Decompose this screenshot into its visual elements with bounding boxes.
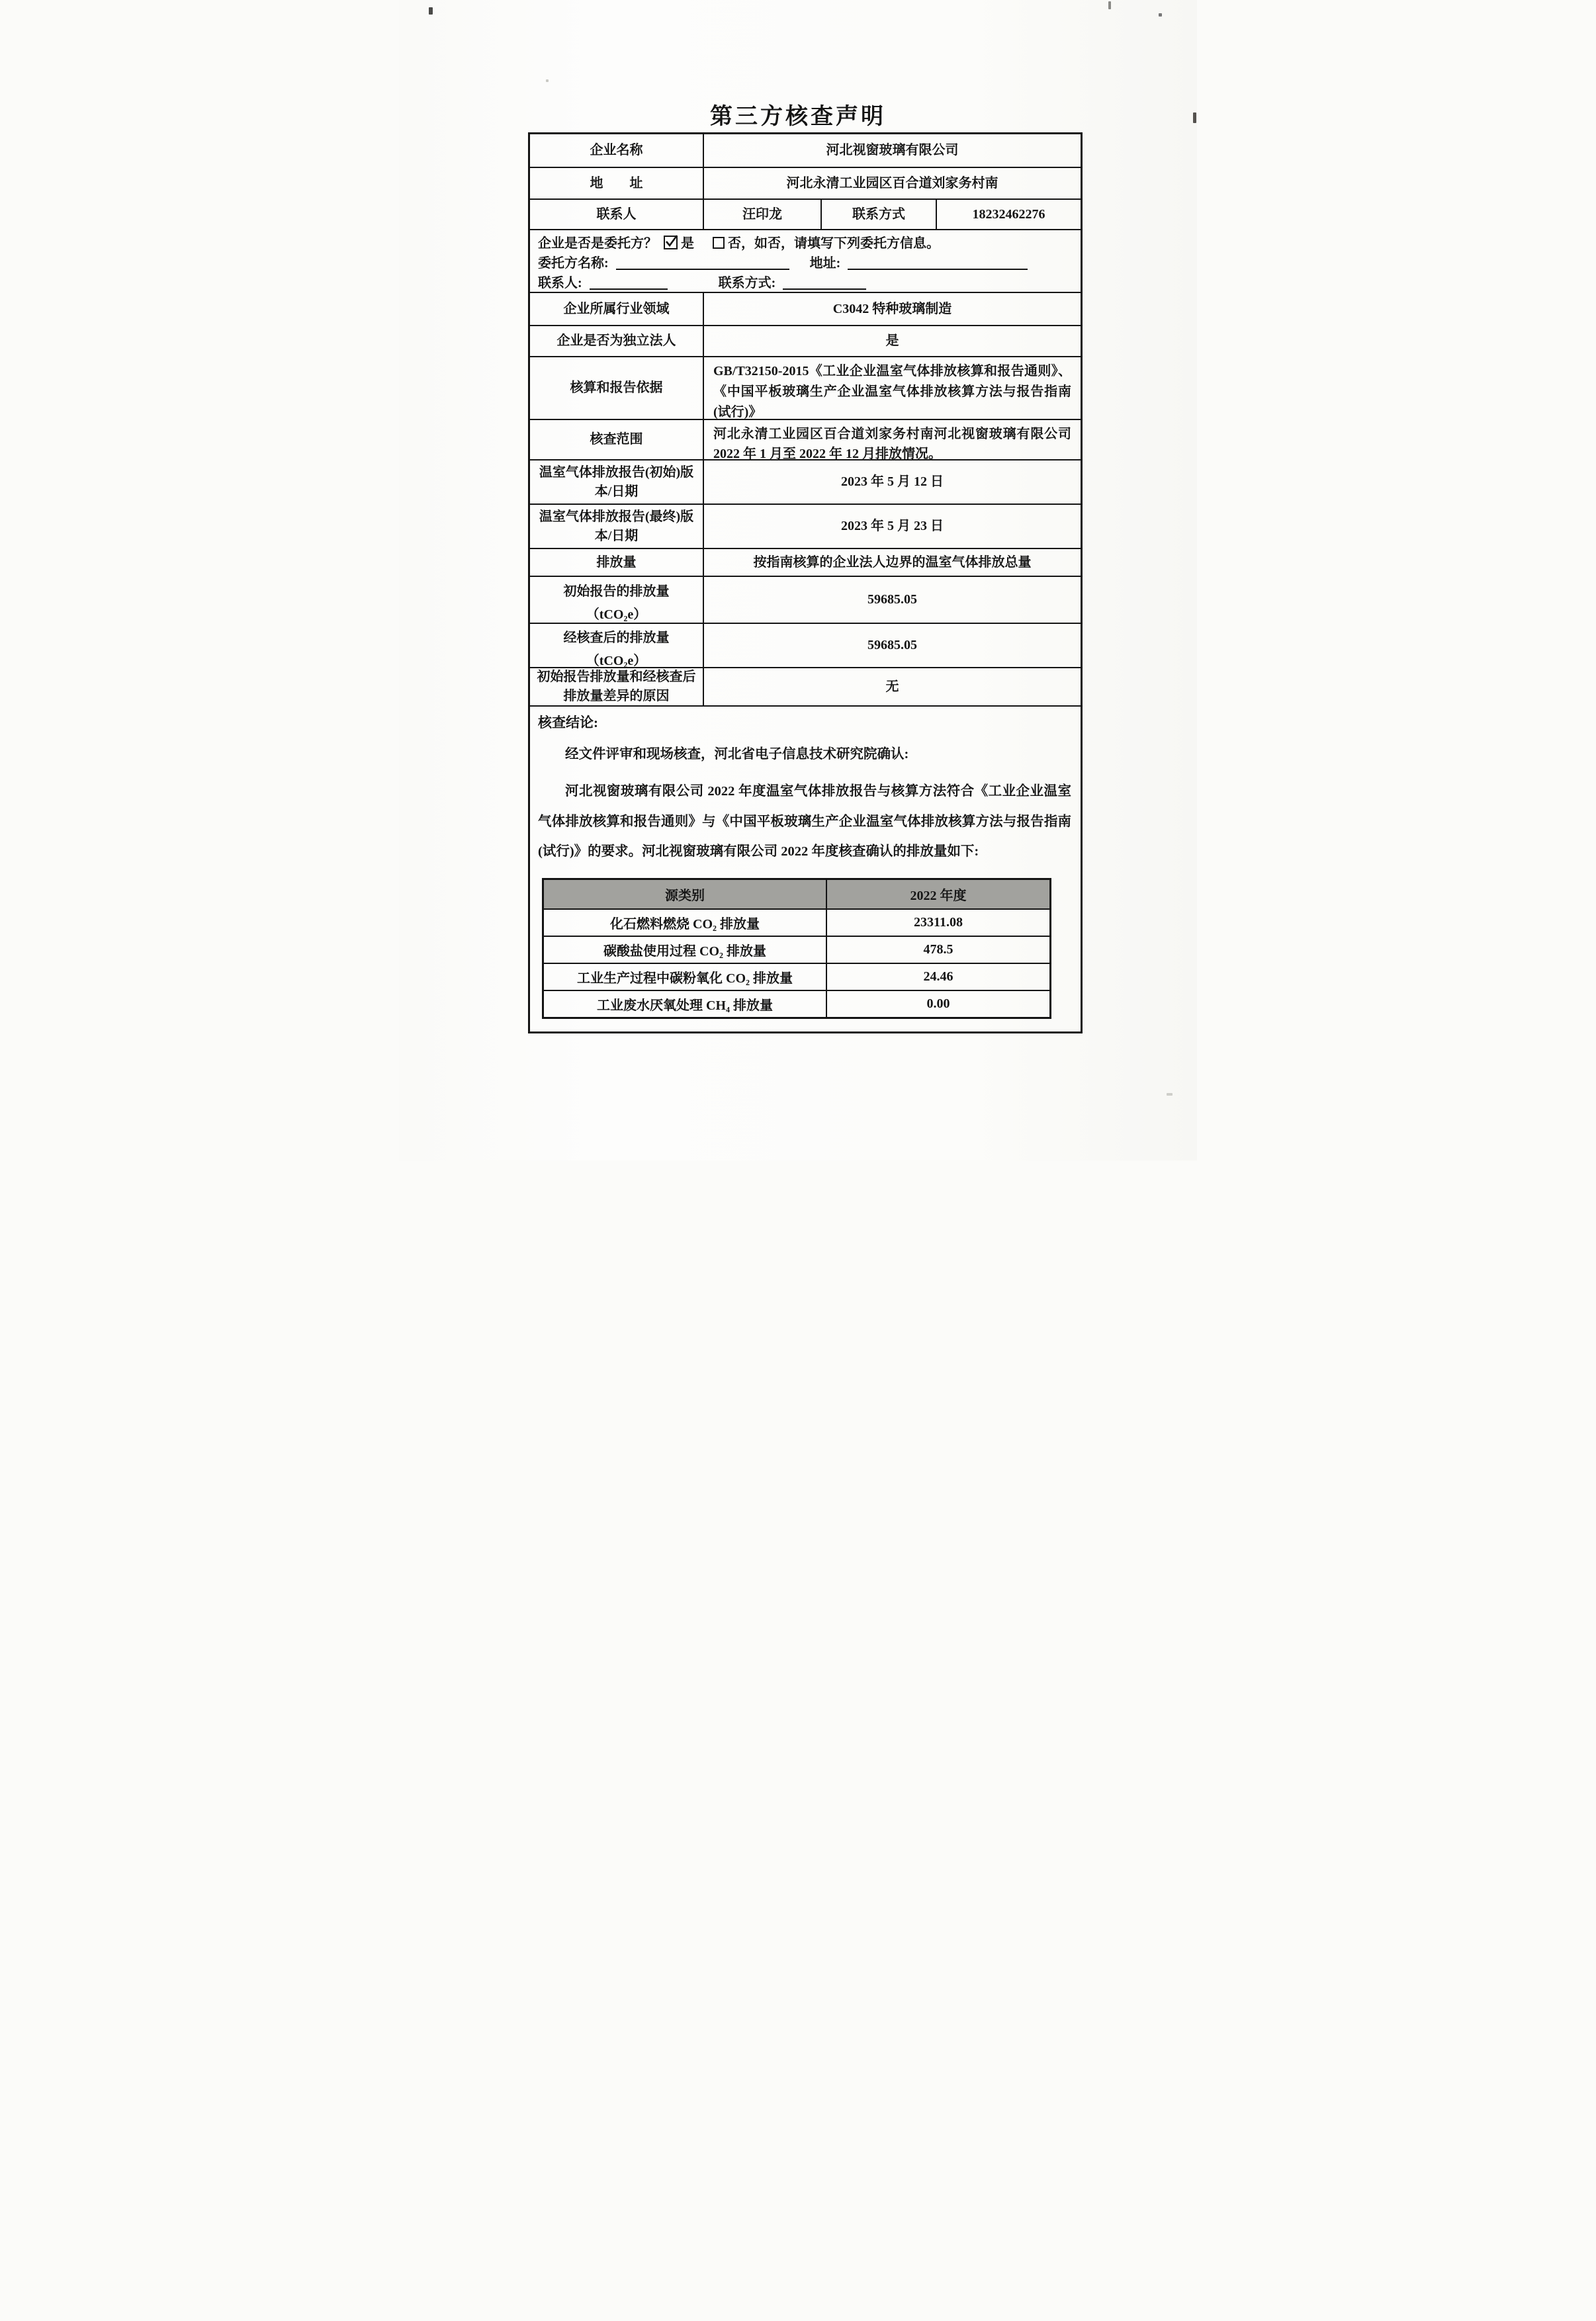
difference-label: 初始报告排放量和经核查后排放量差异的原因 [530, 668, 704, 705]
report-final-value: 2023 年 5 月 23 日 [841, 519, 944, 533]
delegate-no-label: 否，如否，请填写下列委托方信息。 [728, 236, 940, 251]
report-initial-value: 2023 年 5 月 12 日 [841, 474, 944, 489]
delegate-contact-line [538, 273, 1028, 293]
emission-table-header-year: 2022 年度 [827, 880, 1049, 908]
emission-table-row [544, 990, 1049, 1017]
report-final-label: 温室气体排放报告(最终)版本/日期 [530, 505, 704, 548]
table-row [530, 357, 1081, 420]
emission-value: 0.00 [926, 996, 950, 1011]
emission-table-header-source: 源类别 [544, 880, 827, 908]
emission-value: 478.5 [923, 942, 953, 957]
contact-label: 联系人 [530, 200, 704, 229]
emission-value: 按指南核算的企业法人边界的温室气体排放总量 [753, 554, 1032, 570]
scan-speck [1108, 1, 1111, 9]
emission-verified-label [530, 624, 704, 667]
table-row [530, 549, 1081, 577]
conclusion-paragraph-2: 河北视窗玻璃有限公司 2022 年度温室气体排放报告与核算方法符合《工业企业温室气体排放核算和报告通则》与《中国平板玻璃生产企业温室气体排放核算方法与报告指南(试行)》的要求。河北视窗玻璃有限公司 2022 年度核查确认的排放量如下: [538, 784, 1071, 859]
scan-speck [1193, 112, 1196, 123]
report-initial-label: 温室气体排放报告(初始)版本/日期 [530, 460, 704, 504]
table-row [530, 293, 1081, 326]
basis-value: GB/T32150-2015《工业企业温室气体排放核算和报告通则》、《中国平板玻璃生产企业温室气体排放核算方法与报告指南(试行)》 [713, 364, 1071, 419]
emission-source: 化石燃料燃烧 CO₂ 排放量 [544, 910, 827, 936]
table-row [530, 200, 1081, 230]
page-title: 第三方核查声明 [710, 105, 886, 129]
emission-initial-value: 59685.05 [867, 592, 917, 607]
table-row [530, 505, 1081, 549]
basis-label: 核算和报告依据 [530, 357, 704, 419]
delegate-name-blank [616, 257, 789, 270]
table-row [530, 326, 1081, 357]
delegate-name-line [538, 253, 1028, 273]
delegate-addr-blank [848, 257, 1028, 270]
verification-statement-table [528, 132, 1083, 1033]
delegate-addr-label: 地址: [809, 256, 841, 271]
emission-table-header-row [544, 880, 1049, 908]
table-row [530, 668, 1081, 707]
address-label: 地 址 [530, 168, 704, 198]
conclusion-heading: 核查结论: [538, 715, 598, 730]
difference-value: 无 [885, 679, 899, 694]
table-row [530, 420, 1081, 460]
scope-value: 河北永清工业园区百合道刘家务村南河北视窗玻璃有限公司 2022 年 1 月至 2022 年 12 月排放情况。 [713, 427, 1071, 461]
delegate-question: 企业是否是委托方？ [538, 236, 657, 251]
emission-summary-table [542, 878, 1051, 1019]
checked-checkbox-icon [664, 236, 678, 249]
emission-initial-label-text: 初始报告的排放量 [563, 584, 670, 599]
emission-table-row [544, 936, 1049, 963]
industry-label: 企业所属行业领域 [530, 293, 704, 325]
contact-method-label: 联系方式 [822, 200, 937, 229]
scan-speck [1159, 13, 1162, 17]
unchecked-checkbox-icon [713, 237, 725, 249]
scope-label: 核查范围 [530, 420, 704, 459]
emission-verified-label-text: 经核查后的排放量 [563, 631, 670, 645]
scanned-page [399, 0, 1197, 1160]
delegate-block [530, 230, 1036, 292]
address-value: 河北永清工业园区百合道刘家务村南 [786, 175, 998, 191]
emission-table-row [544, 908, 1049, 936]
emission-source: 工业废水厌氧处理 CH₄ 排放量 [544, 991, 827, 1017]
emission-table-row [544, 963, 1049, 990]
conclusion-cell [530, 707, 1081, 1031]
delegate-yes-label: 是 [681, 236, 694, 251]
emission-verified-value: 59685.05 [867, 638, 917, 652]
table-row [530, 134, 1081, 168]
emission-source: 碳酸盐使用过程 CO₂ 排放量 [544, 937, 827, 963]
scan-speck [546, 79, 549, 82]
emission-verified-unit: （tCO₂e） [586, 654, 647, 668]
delegate-method-label: 联系方式: [718, 276, 776, 290]
company-name-label: 企业名称 [530, 134, 704, 167]
emission-value: 23311.08 [914, 914, 963, 930]
conclusion-paragraph-1: 经文件评审和现场核查，河北省电子信息技术研究院确认: [565, 747, 909, 762]
industry-value: C3042 特种玻璃制造 [832, 301, 952, 316]
emission-value: 24.46 [923, 969, 953, 984]
table-row [530, 230, 1081, 293]
table-row [530, 577, 1081, 624]
delegate-contact-label: 联系人: [538, 276, 582, 290]
table-row [530, 168, 1081, 200]
contact-name-value: 汪印龙 [704, 200, 822, 229]
contact-phone-value: 18232462276 [972, 206, 1045, 222]
independent-label: 企业是否为独立法人 [530, 326, 704, 356]
delegate-question-line [538, 234, 1028, 253]
scan-speck [1167, 1093, 1173, 1096]
independent-value: 是 [885, 333, 899, 348]
company-name-value: 河北视窗玻璃有限公司 [826, 143, 959, 157]
table-row [530, 460, 1081, 505]
delegate-contact-blank [590, 277, 668, 290]
emission-initial-unit: （tCO₂e） [586, 607, 647, 622]
table-row [530, 624, 1081, 668]
emission-source: 工业生产过程中碳粉氧化 CO₂ 排放量 [544, 964, 827, 990]
scan-speck [429, 7, 433, 15]
delegate-name-label: 委托方名称: [538, 256, 609, 271]
emission-initial-label [530, 577, 704, 623]
emission-label: 排放量 [530, 549, 704, 576]
delegate-method-blank [783, 277, 866, 290]
conclusion-row [530, 707, 1081, 1031]
